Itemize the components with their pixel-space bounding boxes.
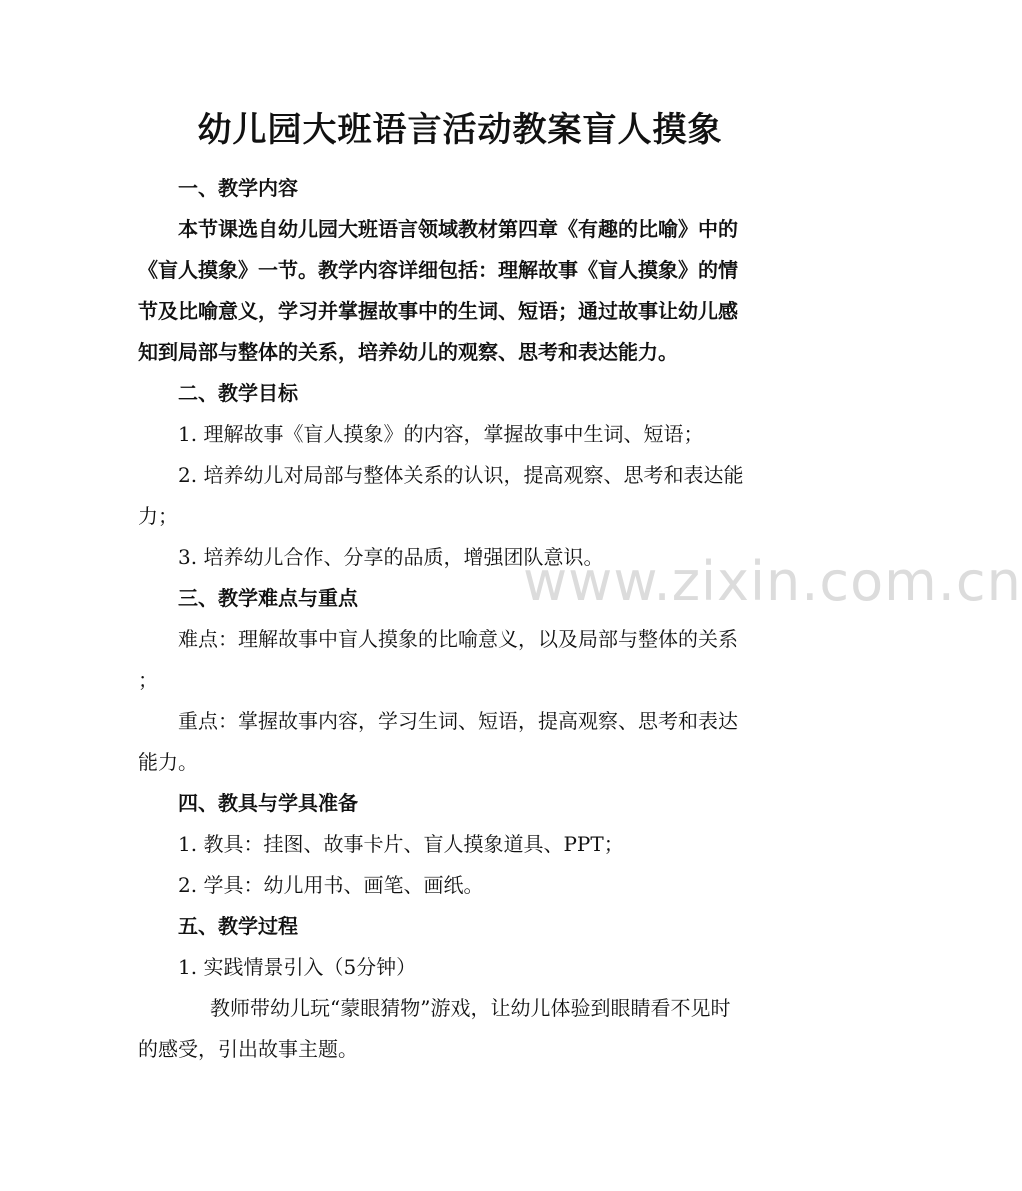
paragraph-line: 知到局部与整体的关系，培养幼儿的观察、思考和表达能力。 (138, 340, 678, 364)
section-heading-4: 四、教具与学具准备 (178, 791, 358, 815)
list-item: 2. 学具：幼儿用书、画笔、画纸。 (178, 873, 484, 897)
section-heading-1: 一、教学内容 (178, 176, 298, 200)
watermark: www.zixin.com.cn (523, 550, 1022, 613)
list-item-continuation: 力； (138, 504, 178, 528)
paragraph-line: 难点：理解故事中盲人摸象的比喻意义，以及局部与整体的关系 (178, 627, 738, 651)
document-title: 幼儿园大班语言活动教案盲人摸象 (197, 110, 723, 150)
list-item: 1. 实践情景引入（5分钟） (178, 955, 417, 979)
list-item: 3. 培养幼儿合作、分享的品质，增强团队意识。 (178, 545, 604, 569)
list-item: 1. 理解故事《盲人摸象》的内容，掌握故事中生词、短语； (178, 422, 704, 446)
section-heading-5: 五、教学过程 (178, 914, 298, 938)
paragraph-line: 本节课选自幼儿园大班语言领域教材第四章《有趣的比喻》中的 (178, 217, 738, 241)
paragraph-line: 的感受，引出故事主题。 (138, 1037, 358, 1061)
list-item: 2. 培养幼儿对局部与整体关系的认识，提高观察、思考和表达能 (178, 463, 744, 487)
paragraph-line: ； (138, 668, 158, 692)
section-heading-2: 二、教学目标 (178, 381, 298, 405)
paragraph-line: 教师带幼儿玩“蒙眼猜物”游戏，让幼儿体验到眼睛看不见时 (210, 996, 731, 1020)
section-heading-3: 三、教学难点与重点 (178, 586, 358, 610)
list-item: 1. 教具：挂图、故事卡片、盲人摸象道具、PPT； (178, 832, 624, 856)
paragraph-line: 能力。 (138, 750, 198, 774)
paragraph-line: 节及比喻意义，学习并掌握故事中的生词、短语；通过故事让幼儿感 (138, 299, 738, 323)
paragraph-line: 《盲人摸象》一节。教学内容详细包括：理解故事《盲人摸象》的情 (138, 258, 738, 282)
paragraph-line: 重点：掌握故事内容，学习生词、短语，提高观察、思考和表达 (178, 709, 738, 733)
